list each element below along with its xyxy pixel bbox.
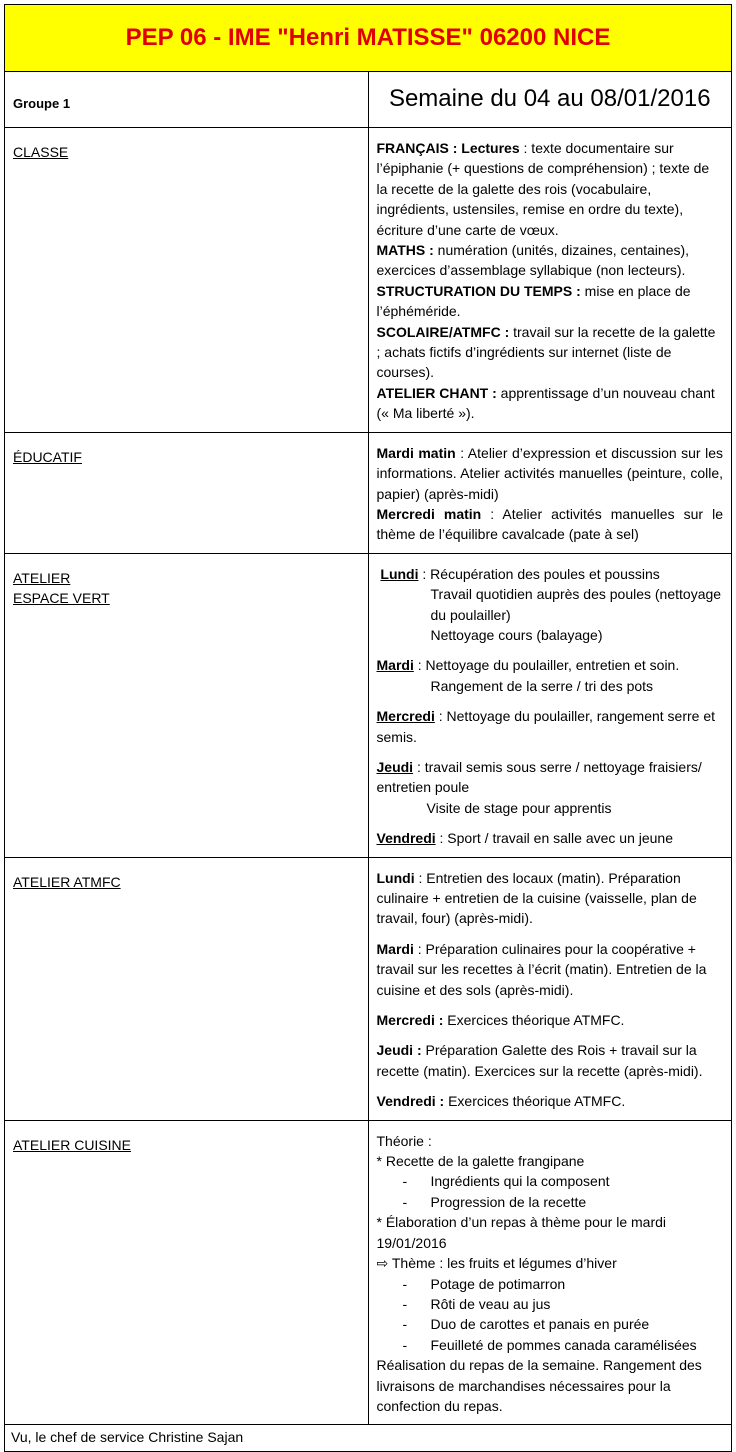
atmfc-mercredi: Mercredi : Exercices théorique ATMFC. <box>376 1012 625 1029</box>
cuisine-elaboration: * Élaboration d’un repas à thème pour le mardi 19/01/2016 <box>376 1214 667 1251</box>
atmfc-mardi: Mardi : Préparation culinaires pour la coopérative + travail sur les recettes à l’écrit (matin). Entretien de la cuisine et des sols (après-midi). <box>376 940 707 998</box>
week-title: Semaine du 04 au 08/01/2016 <box>368 72 732 128</box>
section-content-cuisine: Théorie : * Recette de la galette frangipane - Ingrédients qui la composent - Progression de la recette * Élaboration d’un repas à thème pour le mardi 19/01/2016 ⇨ Thème : les fruits et légumes d’hiver - Potage de potimarron - Rôti de veau au jus - Duo de carottes et panais en purée - Feuilleté de pommes canada caramélisées Réalisation du repas de la semaine. Rangement des livraisons de marchandises nécessaires pour la confection du repas. <box>368 1120 732 1425</box>
espace-vert-mercredi: Mercredi : Nettoyage du poulailler, rangement serre et semis. <box>376 708 716 745</box>
educatif-mardi: Mardi matin : Atelier d’expression et discussion sur les informations. Atelier activités manuelles (peinture, colle, papier) (après-midi) <box>376 444 723 502</box>
list-item: - Progression de la recette <box>402 1193 587 1210</box>
atmfc-lundi: Lundi : Entretien des locaux (matin). Préparation culinaire + entretien de la cuisine (vaisselle, plan de travail, four) (après-midi). <box>376 869 697 927</box>
section-label-educatif: ÉDUCATIF <box>5 432 369 553</box>
group-label: Groupe 1 <box>5 72 369 128</box>
section-content-espace-vert: Lundi : Récupération des poules et poussins Travail quotidien auprès des poules (nettoyage du poulailler) Nettoyage cours (balayage) Mardi : Nettoyage du poulailler, entretien et soin. Rangement de la serre / tri des pots Mercredi : Nettoyage du poulailler, rangement serre et semis. Jeudi : travail semis sous serre / nettoyage fraisiers/ entretien poule Visite de stage pour apprentis Vendredi : Sport / travail en salle avec un jeune <box>368 553 732 857</box>
list-item: - Feuilleté de pommes canada caramélisées <box>402 1336 697 1353</box>
cuisine-recette: * Recette de la galette frangipane <box>376 1153 585 1170</box>
espace-vert-mardi: Mardi : Nettoyage du poulailler, entretien et soin. <box>376 657 680 674</box>
section-content-atmfc <box>368 857 732 1120</box>
list-item: - Duo de carottes et panais en purée <box>402 1316 650 1333</box>
classe-chant: ATELIER CHANT : apprentissage d’un nouveau chant (« Ma liberté »). <box>376 384 715 422</box>
educatif-mercredi: Mercredi matin : Atelier activités manuelles sur le thème de l’équilibre cavalcade (pate à sel) <box>376 505 723 543</box>
espace-vert-lundi: Lundi : Récupération des poules et poussins <box>380 565 660 582</box>
schedule-table <box>4 4 732 1452</box>
list-item: - Potage de potimarron <box>402 1275 566 1292</box>
list-item: - Ingrédients qui la composent <box>402 1173 610 1190</box>
section-label-classe: CLASSE <box>5 128 369 433</box>
classe-maths: MATHS : numération (unités, dizaines, centaines), exercices d’assemblage syllabique (non lecteurs). <box>376 242 690 279</box>
atmfc-vendredi: Vendredi : Exercices théorique ATMFC. <box>376 1093 626 1110</box>
section-content-educatif <box>368 432 732 553</box>
page-title: PEP 06 - IME "Henri MATISSE" 06200 NICE <box>5 5 732 72</box>
footer-signature: Vu, le chef de service Christine Sajan <box>5 1425 732 1451</box>
arrow-icon: ⇨ <box>376 1255 389 1272</box>
cuisine-realisation: Réalisation du repas de la semaine. Rangement des livraisons de marchandises nécessaires pour la confection du repas. <box>376 1357 702 1414</box>
section-label-cuisine: ATELIER CUISINE <box>5 1120 369 1425</box>
espace-vert-vendredi: Vendredi : Sport / travail en salle avec un jeune <box>376 830 673 847</box>
classe-scolaire: SCOLAIRE/ATMFC : travail sur la recette de la galette ; achats fictifs d’ingrédients sur internet (liste de courses). <box>376 323 716 381</box>
espace-vert-jeudi: Jeudi : travail semis sous serre / nettoyage fraisiers/ entretien poule <box>376 758 702 796</box>
section-content-classe <box>368 128 732 433</box>
classe-francais: FRANÇAIS : Lectures : texte documentaire sur l’épiphanie (+ questions de compréhension) ; texte de la recette de la galette des rois (vocabulaire, ingrédients, ustensiles, remise en ordre du texte), écriture d’une carte de vœux. <box>376 140 710 238</box>
section-label-espace-vert: ATELIER ESPACE VERT <box>5 553 369 857</box>
weekly-schedule-sheet <box>4 4 732 1452</box>
section-label-atmfc: ATELIER ATMFC <box>5 857 369 1120</box>
atmfc-jeudi: Jeudi : Préparation Galette des Rois + travail sur la recette (matin). Exercices sur la recette (après-midi). <box>376 1042 703 1079</box>
classe-temps: STRUCTURATION DU TEMPS : mise en place de l’éphéméride. <box>376 282 691 320</box>
cuisine-theme: ⇨ Thème : les fruits et légumes d’hiver <box>376 1255 617 1272</box>
list-item: - Rôti de veau au jus <box>402 1295 551 1312</box>
